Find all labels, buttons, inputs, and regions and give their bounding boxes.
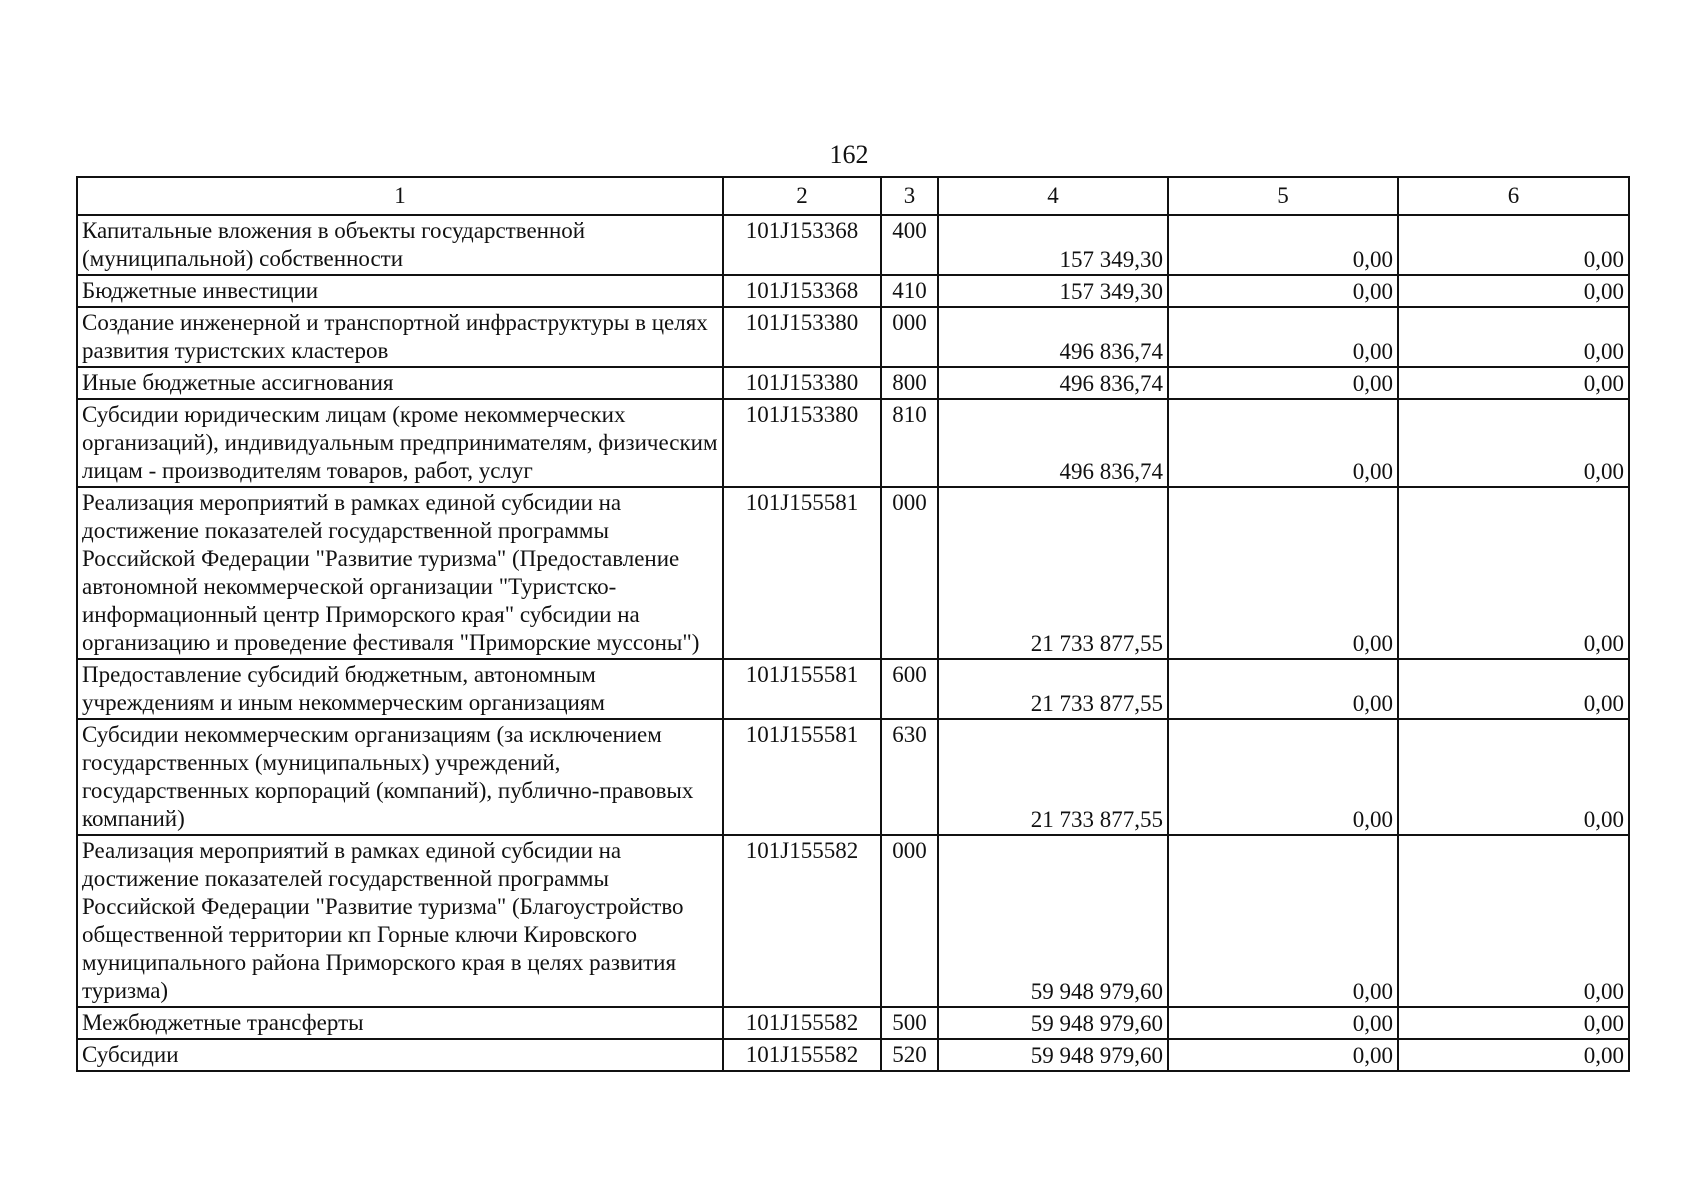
row-code: 101J155582 — [723, 1007, 881, 1039]
row-value-5: 0,00 — [1168, 367, 1398, 399]
row-code: 101J155581 — [723, 487, 881, 659]
row-value-4: 21 733 877,55 — [938, 487, 1168, 659]
row-value-6: 0,00 — [1398, 307, 1629, 367]
header-row — [77, 177, 1629, 215]
table-row — [77, 719, 1629, 835]
row-code: 101J153368 — [723, 275, 881, 307]
row-type: 520 — [881, 1039, 938, 1071]
row-value-4: 496 836,74 — [938, 399, 1168, 487]
row-value-6: 0,00 — [1398, 1007, 1629, 1039]
row-type: 000 — [881, 487, 938, 659]
table-row — [77, 487, 1629, 659]
row-value-5: 0,00 — [1168, 399, 1398, 487]
row-code: 101J155581 — [723, 659, 881, 719]
row-value-5: 0,00 — [1168, 1007, 1398, 1039]
row-value-4: 59 948 979,60 — [938, 835, 1168, 1007]
row-value-6: 0,00 — [1398, 487, 1629, 659]
table-row — [77, 835, 1629, 1007]
row-value-5: 0,00 — [1168, 487, 1398, 659]
row-name: Бюджетные инвестиции — [77, 275, 723, 307]
table-row — [77, 1007, 1629, 1039]
table-row — [77, 1039, 1629, 1071]
row-name: Реализация мероприятий в рамках единой субсидии на достижение показателей государственной программы Российской Федерации "Развитие туризма" (Предоставление автономной некоммерческой организации "Туристско-информационный центр Приморского края" субсидии на организацию и проведение фестиваля "Приморские муссоны") — [77, 487, 723, 659]
budget-table — [76, 176, 1630, 1072]
row-value-6: 0,00 — [1398, 399, 1629, 487]
row-code: 101J155582 — [723, 1039, 881, 1071]
row-name: Субсидии юридическим лицам (кроме некоммерческих организаций), индивидуальным предпринимателям, физическим лицам - производителям товаров, работ, услуг — [77, 399, 723, 487]
row-value-5: 0,00 — [1168, 275, 1398, 307]
table-row — [77, 275, 1629, 307]
table-row — [77, 215, 1629, 275]
row-value-5: 0,00 — [1168, 1039, 1398, 1071]
table-row — [77, 659, 1629, 719]
table-header — [77, 177, 1629, 215]
row-value-6: 0,00 — [1398, 215, 1629, 275]
row-code: 101J155582 — [723, 835, 881, 1007]
row-value-5: 0,00 — [1168, 719, 1398, 835]
header-col-5: 5 — [1168, 177, 1398, 215]
row-value-4: 59 948 979,60 — [938, 1007, 1168, 1039]
row-type: 000 — [881, 835, 938, 1007]
row-value-4: 157 349,30 — [938, 275, 1168, 307]
row-code: 101J153380 — [723, 307, 881, 367]
row-value-4: 496 836,74 — [938, 367, 1168, 399]
header-col-6: 6 — [1398, 177, 1629, 215]
row-value-4: 59 948 979,60 — [938, 1039, 1168, 1071]
row-value-4: 21 733 877,55 — [938, 719, 1168, 835]
row-value-5: 0,00 — [1168, 659, 1398, 719]
row-value-6: 0,00 — [1398, 659, 1629, 719]
row-value-6: 0,00 — [1398, 1039, 1629, 1071]
table-body — [77, 215, 1629, 1071]
row-name: Реализация мероприятий в рамках единой субсидии на достижение показателей государственной программы Российской Федерации "Развитие туризма" (Благоустройство общественной территории кп Горные ключи Кировского муниципального района Приморского края в целях развития туризма) — [77, 835, 723, 1007]
header-col-1: 1 — [77, 177, 723, 215]
row-value-6: 0,00 — [1398, 719, 1629, 835]
row-code: 101J155581 — [723, 719, 881, 835]
row-value-5: 0,00 — [1168, 215, 1398, 275]
row-type: 600 — [881, 659, 938, 719]
row-name: Субсидии некоммерческим организациям (за исключением государственных (муниципальных) учреждений, государственных корпораций (компаний), публично-правовых компаний) — [77, 719, 723, 835]
row-type: 630 — [881, 719, 938, 835]
header-col-4: 4 — [938, 177, 1168, 215]
row-value-4: 157 349,30 — [938, 215, 1168, 275]
row-type: 500 — [881, 1007, 938, 1039]
row-type: 810 — [881, 399, 938, 487]
row-value-4: 496 836,74 — [938, 307, 1168, 367]
row-name: Субсидии — [77, 1039, 723, 1071]
header-col-3: 3 — [881, 177, 938, 215]
row-name: Межбюджетные трансферты — [77, 1007, 723, 1039]
row-value-5: 0,00 — [1168, 835, 1398, 1007]
table-row — [77, 399, 1629, 487]
row-type: 410 — [881, 275, 938, 307]
row-value-5: 0,00 — [1168, 307, 1398, 367]
row-value-6: 0,00 — [1398, 835, 1629, 1007]
row-name: Создание инженерной и транспортной инфраструктуры в целях развития туристских кластеров — [77, 307, 723, 367]
row-type: 400 — [881, 215, 938, 275]
row-code: 101J153368 — [723, 215, 881, 275]
page-number: 162 — [829, 140, 869, 169]
row-code: 101J153380 — [723, 367, 881, 399]
table-row — [77, 307, 1629, 367]
row-value-6: 0,00 — [1398, 367, 1629, 399]
row-value-6: 0,00 — [1398, 275, 1629, 307]
row-name: Капитальные вложения в объекты государственной (муниципальной) собственности — [77, 215, 723, 275]
header-col-2: 2 — [723, 177, 881, 215]
row-name: Иные бюджетные ассигнования — [77, 367, 723, 399]
table-row — [77, 367, 1629, 399]
row-name: Предоставление субсидий бюджетным, автономным учреждениям и иным некоммерческим организациям — [77, 659, 723, 719]
row-type: 000 — [881, 307, 938, 367]
row-type: 800 — [881, 367, 938, 399]
row-code: 101J153380 — [723, 399, 881, 487]
row-value-4: 21 733 877,55 — [938, 659, 1168, 719]
